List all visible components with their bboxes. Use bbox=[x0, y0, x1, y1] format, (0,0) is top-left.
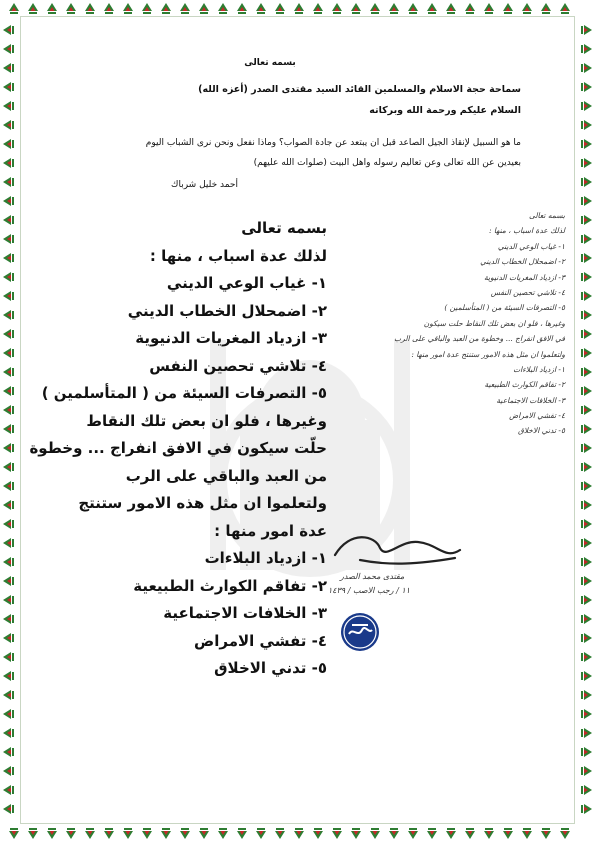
border-ornament bbox=[581, 766, 592, 776]
answer-line: ٥- تدني الاخلاق bbox=[214, 659, 327, 677]
answer-line: ٤- تلاشي تحصين النفس bbox=[149, 356, 327, 375]
border-ornament bbox=[370, 3, 380, 14]
handwritten-line: في الافق انفراج ... وخطوة من العبد والباقي على الرب bbox=[394, 334, 565, 344]
border-ornament bbox=[541, 828, 551, 839]
border-ornament bbox=[581, 728, 592, 738]
answer-line: بسمه تعالى bbox=[241, 219, 327, 237]
border-ornament bbox=[560, 3, 570, 14]
border-ornament bbox=[581, 177, 592, 187]
handwritten-line: ١- ازدياد البلاءات bbox=[513, 364, 565, 374]
answer-line: وغيرها ، فلو ان بعض تلك النقاط bbox=[86, 411, 327, 430]
border-ornament bbox=[581, 747, 592, 757]
border-ornament bbox=[3, 158, 14, 168]
handwritten-line: ٢- تفاقم الكوارث الطبيعية bbox=[484, 380, 565, 390]
border-ornament bbox=[541, 3, 551, 14]
handwritten-line: ٢- اضمحلال الخطاب الديني bbox=[480, 257, 565, 267]
border-ornament bbox=[581, 671, 592, 681]
handwritten-line: ولتعلموا ان مثل هذه الامور ستنتج عدة امور منها : bbox=[411, 349, 565, 359]
border-ornament bbox=[581, 633, 592, 643]
border-ornament bbox=[142, 3, 152, 14]
border-ornament bbox=[581, 386, 592, 396]
border-ornament bbox=[581, 614, 592, 624]
border-ornament bbox=[370, 828, 380, 839]
border-ornament bbox=[581, 595, 592, 605]
border-ornament bbox=[581, 557, 592, 567]
border-ornament bbox=[560, 828, 570, 839]
handwritten-line: ٣- الخلافات الاجتماعية bbox=[496, 395, 565, 405]
answer-line: لذلك عدة اسباب ، منها : bbox=[149, 246, 327, 265]
border-ornament bbox=[28, 828, 38, 839]
header-address: سماحة حجة الاسلام والمسلمين القائد السيد مقتدى الصدر (أعزه الله) bbox=[198, 84, 521, 95]
answer-line: من العبد والباقي على الرب bbox=[125, 466, 327, 485]
border-ornament bbox=[3, 196, 14, 206]
border-ornament bbox=[522, 828, 532, 839]
border-ornament bbox=[3, 709, 14, 719]
answer-line: ٤- تفشي الامراض bbox=[194, 631, 327, 650]
border-ornament bbox=[581, 101, 592, 111]
border-ornament bbox=[142, 828, 152, 839]
border-ornament bbox=[581, 576, 592, 586]
border-ornament bbox=[389, 3, 399, 14]
border-ornament bbox=[237, 3, 247, 14]
border-ornament bbox=[581, 196, 592, 206]
border-ornament bbox=[503, 3, 513, 14]
border-ornament bbox=[465, 828, 475, 839]
answer-line: حلّت سيكون في الافق انفراج ... وخطوة bbox=[29, 439, 327, 457]
border-ornament bbox=[123, 828, 133, 839]
answer-line: ٢- تفاقم الكوارث الطبيعية bbox=[133, 576, 327, 595]
border-ornament bbox=[47, 828, 57, 839]
border-ornament bbox=[275, 3, 285, 14]
handwritten-line: ٣- ازدياد المغريات الدنيوية bbox=[483, 272, 565, 282]
handwritten-line: ٤- تفشي الامراض bbox=[509, 411, 565, 421]
border-ornament bbox=[581, 481, 592, 491]
border-ornament bbox=[522, 3, 532, 14]
border-ornament bbox=[199, 3, 209, 14]
border-ornament bbox=[3, 101, 14, 111]
signature-name: مقتدى محمد الصدر bbox=[340, 572, 405, 581]
border-ornament bbox=[581, 500, 592, 510]
answer-line: ١- ازدياد البلاءات bbox=[204, 549, 327, 567]
header-greeting: السلام عليكم ورحمة الله وبركاته bbox=[369, 105, 521, 116]
handwritten-line: بسمه تعالى bbox=[528, 211, 565, 220]
border-ornament bbox=[180, 828, 190, 839]
border-ornament bbox=[256, 828, 266, 839]
border-ornament bbox=[3, 728, 14, 738]
border-ornament bbox=[218, 3, 228, 14]
border-ornament bbox=[408, 828, 418, 839]
border-ornament bbox=[581, 519, 592, 529]
border-ornament bbox=[3, 120, 14, 130]
border-ornament bbox=[581, 462, 592, 472]
border-ornament bbox=[66, 828, 76, 839]
border-ornament bbox=[294, 828, 304, 839]
answer-line: ٥- التصرفات السيئة من ( المتأسلمين ) bbox=[41, 384, 327, 402]
border-ornament bbox=[85, 3, 95, 14]
answer-line: ولتعلموا ان مثل هذه الامور ستنتج bbox=[78, 494, 327, 512]
border-ornament bbox=[180, 3, 190, 14]
border-ornament bbox=[9, 3, 19, 14]
border-ornament bbox=[465, 3, 475, 14]
border-ornament bbox=[3, 25, 14, 35]
border-ornament bbox=[581, 25, 592, 35]
border-ornament bbox=[581, 139, 592, 149]
border-ornament bbox=[484, 3, 494, 14]
border-ornament bbox=[66, 3, 76, 14]
answer-text bbox=[0, 215, 327, 683]
border-ornament bbox=[581, 443, 592, 453]
border-ornament bbox=[581, 291, 592, 301]
border-ornament bbox=[581, 82, 592, 92]
border-ornament bbox=[581, 272, 592, 282]
signature-date: ١١ / رجب الاصب / ١٤٣٩ bbox=[328, 586, 410, 595]
handwritten-line: ٤- تلاشي تحصين النفس bbox=[490, 287, 565, 297]
border-ornament bbox=[581, 215, 592, 225]
border-ornament bbox=[581, 652, 592, 662]
border-ornament bbox=[9, 828, 19, 839]
border-ornament bbox=[581, 329, 592, 339]
border-ornament bbox=[3, 804, 14, 814]
border-ornament bbox=[3, 747, 14, 757]
answer-line: ١- غياب الوعي الديني bbox=[166, 274, 327, 292]
border-ornament bbox=[275, 828, 285, 839]
border-ornament bbox=[389, 828, 399, 839]
border-ornament bbox=[3, 690, 14, 700]
border-ornament bbox=[581, 709, 592, 719]
border-ornament bbox=[581, 120, 592, 130]
border-ornament bbox=[104, 828, 114, 839]
border-ornament bbox=[237, 828, 247, 839]
border-ornament bbox=[581, 348, 592, 358]
border-ornament bbox=[581, 804, 592, 814]
border-ornament bbox=[408, 3, 418, 14]
border-ornament bbox=[161, 3, 171, 14]
border-ornament bbox=[3, 63, 14, 73]
border-ornament bbox=[123, 3, 133, 14]
border-ornament bbox=[351, 828, 361, 839]
border-ornament bbox=[581, 234, 592, 244]
border-ornament bbox=[218, 828, 228, 839]
header-basmala: بسمه تعالى bbox=[244, 58, 296, 68]
border-ornament bbox=[581, 63, 592, 73]
answer-line: ٢- اضمحلال الخطاب الديني bbox=[127, 301, 327, 320]
handwritten-line: ٥- تدني الاخلاق bbox=[518, 426, 565, 436]
border-ornament bbox=[581, 310, 592, 320]
answer-line: ٣- ازدياد المغريات الدنيوية bbox=[135, 329, 327, 347]
border-ornament bbox=[3, 766, 14, 776]
border-ornament bbox=[28, 3, 38, 14]
border-ornament bbox=[427, 828, 437, 839]
sender-name: أحمد خليل شرباك bbox=[171, 180, 238, 190]
border-ornament bbox=[581, 44, 592, 54]
border-ornament bbox=[313, 3, 323, 14]
border-ornament bbox=[3, 44, 14, 54]
border-ornament bbox=[332, 3, 342, 14]
border-ornament bbox=[47, 3, 57, 14]
border-ornament bbox=[332, 828, 342, 839]
border-ornament bbox=[161, 828, 171, 839]
border-ornament bbox=[313, 828, 323, 839]
question-line-2: بعيدين عن الله تعالى وعن تعاليم رسوله واهل البيت (صلوات الله عليهم) bbox=[253, 158, 521, 168]
border-ornament bbox=[104, 3, 114, 14]
handwritten-line: ٥- التصرفات السيئة من ( المتأسلمين ) bbox=[444, 303, 565, 313]
handwritten-line: لذلك عدة اسباب ، منها : bbox=[488, 226, 565, 236]
border-ornament bbox=[581, 690, 592, 700]
question-line-1: ما هو السبيل لإنقاذ الجيل الصاعد قبل ان يبتعد عن جادة الصواب؟ وماذا نفعل ونحن نرى الشباب اليوم bbox=[145, 138, 521, 148]
border-ornament bbox=[484, 828, 494, 839]
border-ornament bbox=[581, 367, 592, 377]
border-ornament bbox=[351, 3, 361, 14]
border-ornament bbox=[3, 82, 14, 92]
answer-line: ٣- الخلافات الاجتماعية bbox=[163, 604, 327, 622]
border-ornament bbox=[446, 3, 456, 14]
handwritten-line: وغيرها ، فلو ان بعض تلك النقاط حلت سيكون bbox=[423, 318, 565, 328]
border-ornament bbox=[3, 177, 14, 187]
border-ornament bbox=[446, 828, 456, 839]
handwritten-answer bbox=[325, 208, 565, 439]
border-ornament bbox=[427, 3, 437, 14]
border-ornament bbox=[3, 785, 14, 795]
border-ornament bbox=[581, 405, 592, 415]
office-seal bbox=[340, 612, 380, 652]
border-ornament bbox=[581, 785, 592, 795]
border-ornament bbox=[256, 3, 266, 14]
border-ornament bbox=[85, 828, 95, 839]
border-ornament bbox=[294, 3, 304, 14]
border-ornament bbox=[581, 253, 592, 263]
answer-line: عدة امور منها : bbox=[214, 521, 327, 540]
border-ornament bbox=[581, 538, 592, 548]
border-ornament bbox=[199, 828, 209, 839]
border-ornament bbox=[3, 139, 14, 149]
handwritten-line: ١- غياب الوعي الديني bbox=[497, 241, 565, 251]
border-ornament bbox=[581, 424, 592, 434]
border-ornament bbox=[581, 158, 592, 168]
border-ornament bbox=[503, 828, 513, 839]
